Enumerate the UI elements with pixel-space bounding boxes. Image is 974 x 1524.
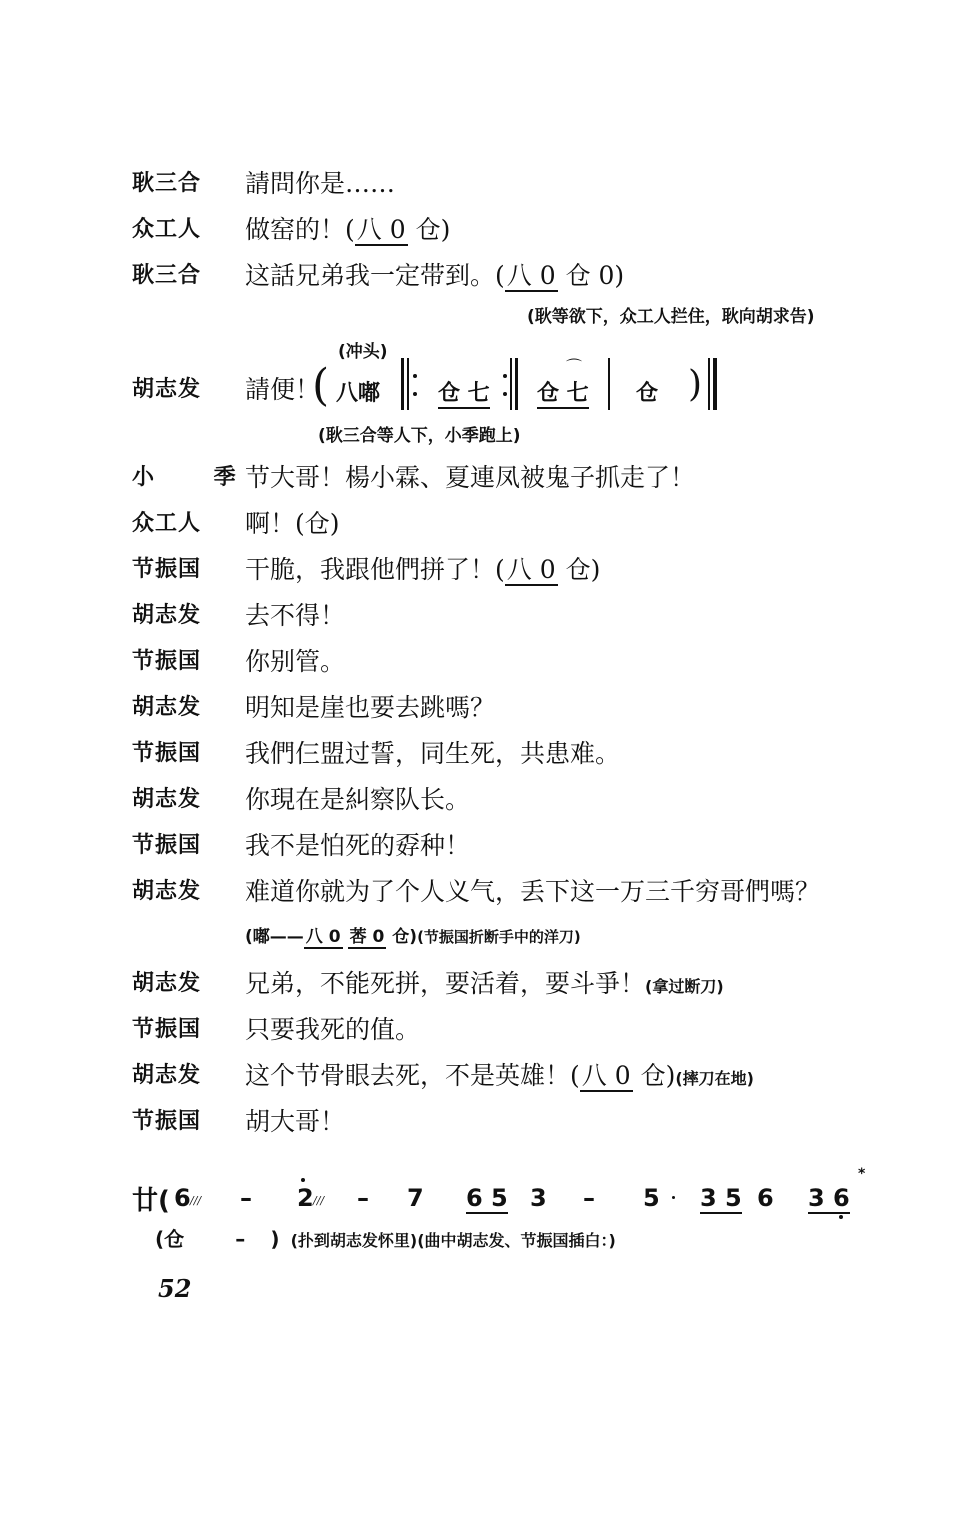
text-part: 这話兄弟我一定带到。( [245,261,505,290]
dialogue-text: 明知是崖也要去跳嗎？ [245,693,496,722]
dialogue-line [0,874,974,914]
note: 2 [297,1184,314,1212]
stage-direction: (冲头) [338,342,388,362]
dialogue-text: 請問你是…… [245,169,396,198]
dialogue-text: 啊！(仓) [245,509,340,538]
dialogue-text: 节大哥！楊小霖、夏連凤被鬼子抓走了！ [245,463,696,492]
dialogue-line [0,598,974,638]
dialogue-text [245,1056,754,1092]
dash: – [357,1184,369,1212]
measure-1: 八嘟 [336,381,381,406]
dialogue-line [0,460,974,500]
stage-direction: (摔刀在地) [675,1069,754,1088]
dialogue-text [245,964,724,1000]
barline [608,358,610,410]
speaker-name: 节振国 [132,1017,202,1042]
page-number: 52 [158,1274,192,1303]
stage-direction: (扑到胡志发怀里)(曲中胡志发、节振国插白：) [290,1231,616,1250]
dash: – [240,1184,252,1212]
tremolo-mark: /// [313,1194,325,1207]
text-part: (仓 [155,1227,185,1251]
speaker-name: 小 季 [132,465,262,490]
speaker-name: 节振国 [132,649,202,674]
text-part: 仓) [386,927,418,947]
measure-4: 仓 [636,381,659,406]
barline [713,358,717,410]
dialogue-text [245,210,450,246]
dialogue-text: 你别管。 [245,647,346,676]
measure-3: 仓 七 [537,376,589,409]
dialogue-text: 胡大哥！ [245,1107,346,1136]
dialogue-text: 难道你就为了个人义气，丢下这一万三千穷哥們嗎？ [245,877,821,906]
stage-direction: (节振国折断手中的洋刀) [417,928,581,946]
dash: – [583,1184,595,1212]
note: 5 [643,1184,660,1212]
paren-open: ( [312,360,330,411]
dialogue-line [0,1104,974,1144]
text-part: 仓) [557,555,601,584]
beat-underlined: 八 0 [581,1061,631,1090]
dialogue-line [0,1012,974,1052]
barline [407,358,409,410]
text-part: 仓) [407,215,451,244]
tremolo-mark: /// [190,1194,202,1207]
speaker-name: 众工人 [132,217,202,242]
speaker-name: 耿三合 [132,171,202,196]
speaker-name: 节振国 [132,557,202,582]
text-part: – [235,1227,246,1251]
dialogue-text: 你現在是糾察队长。 [245,785,471,814]
stage-direction: (拿过断刀) [645,977,724,996]
dialogue-text: 我不是怕死的孬种！ [245,831,471,860]
speaker-name: 众工人 [132,511,202,536]
repeat-dot [413,392,417,396]
beat-underlined: 莕 0 [349,927,385,947]
note: 3 [530,1184,547,1212]
speaker-name: 胡志发 [132,1063,202,1088]
beat-underlined: 八 0 [506,555,556,584]
dialogue-line [0,736,974,776]
beat-underlined: 八 0 [305,927,341,947]
dialogue-line [0,166,974,206]
text-part: 干脆，我跟他們拼了！( [245,555,505,584]
dialogue-line [0,1058,974,1098]
stage-direction: (耿等欲下，众工人拦住，耿向胡求告) [527,307,815,327]
stage-direction-line [245,922,581,947]
speaker-name: 胡志发 [132,603,202,628]
dot-mark [672,1196,675,1199]
barline [510,358,512,410]
text-part: 仓) [632,1061,676,1090]
dialogue-text: 請便！ [245,375,321,404]
text-part: 仓 0) [557,261,625,290]
text-part: 兄弟，不能死拼，要活着，要斗爭！ [245,969,646,998]
text-part: 做窑的！( [245,215,355,244]
speaker-name: 胡志发 [132,377,202,402]
dialogue-text [245,256,624,292]
speaker-name: 节振国 [132,833,202,858]
dialogue-line [0,506,974,546]
barline [708,358,710,410]
dialogue-line [0,828,974,868]
repeat-dot [503,392,507,396]
note-group: 3 5 [700,1184,742,1212]
dialogue-line [0,644,974,684]
dialogue-text: 只要我死的值。 [245,1015,421,1044]
note-group: 3 6 [808,1184,850,1212]
dialogue-line [0,212,974,252]
music-lead: 廿( [132,1186,170,1216]
low-octave-dot [839,1215,843,1219]
dialogue-line [0,690,974,730]
barline [515,358,518,410]
speaker-name: 胡志发 [132,787,202,812]
beat-underlined: 八 0 [506,261,556,290]
note: 6 [174,1184,191,1212]
dialogue-text [245,550,600,586]
note: 6 [757,1184,774,1212]
dialogue-text: 我們仨盟过誓，同生死，共患难。 [245,739,621,768]
repeat-dot [413,374,417,378]
text-part: ) [270,1227,280,1251]
music-under-line [155,1223,616,1252]
speaker-name: 节振国 [132,1109,202,1134]
speaker-name: 胡志发 [132,695,202,720]
dialogue-line [0,258,974,298]
dialogue-text: 去不得！ [245,601,346,630]
text-part: 这个节骨眼去死，不是英雄！( [245,1061,580,1090]
text-part: (嘟—— [245,927,304,947]
stage-direction: (耿三合等人下，小季跑上) [318,426,521,446]
barline [401,358,404,410]
measure-2: 仓 七 [438,376,490,409]
speaker-name: 节振国 [132,741,202,766]
dialogue-line [0,782,974,822]
fermata-icon: ⌒ [566,357,583,376]
dialogue-line [0,966,974,1006]
dialogue-line [0,552,974,592]
speaker-name: 胡志发 [132,971,202,996]
note: 7 [407,1184,424,1212]
beat-underlined: 八 0 [356,215,406,244]
note-group: 6 5 [466,1184,508,1212]
speaker-name: 胡志发 [132,879,202,904]
star-mark: * [858,1166,866,1182]
high-octave-dot [301,1178,305,1182]
paren-close: ) [688,364,703,405]
speaker-name: 耿三合 [132,263,202,288]
repeat-dot [503,374,507,378]
